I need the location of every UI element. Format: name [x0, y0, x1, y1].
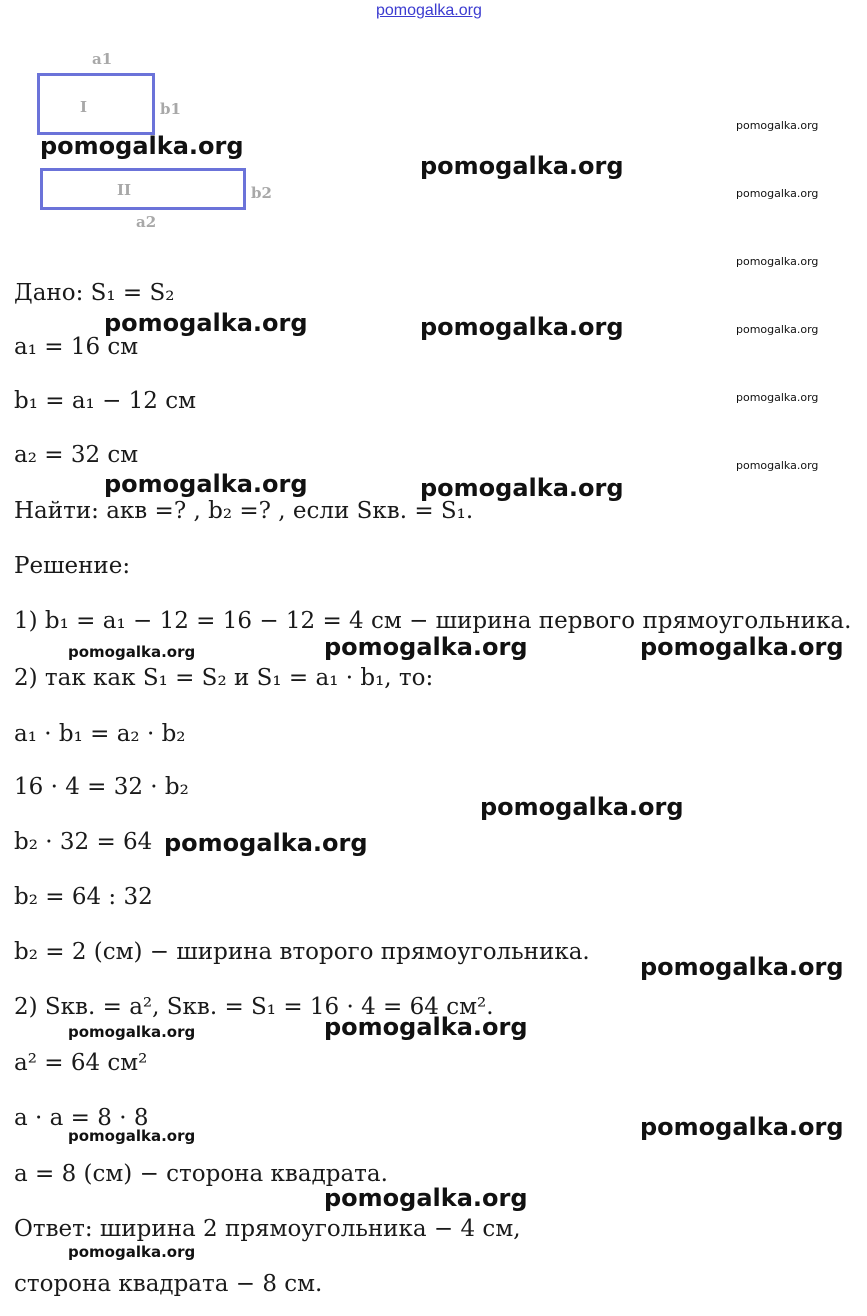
- watermark: pomogalka.org: [736, 391, 819, 404]
- equation-7: a · a = 8 · 8: [14, 1105, 149, 1131]
- watermark: pomogalka.org: [640, 953, 844, 981]
- step-3: 2) Sкв. = a², Sкв. = S₁ = 16 · 4 = 64 см².: [14, 994, 494, 1020]
- rect1-side-label: b1: [160, 100, 181, 118]
- watermark: pomogalka.org: [68, 1243, 196, 1261]
- watermark: pomogalka.org: [68, 1127, 196, 1145]
- watermark: pomogalka.org: [104, 470, 308, 498]
- rect1-top-label: a1: [92, 50, 113, 68]
- watermark: pomogalka.org: [68, 1023, 196, 1041]
- step-2: 2) так как S₁ = S₂ и S₁ = a₁ · b₁, то:: [14, 665, 434, 691]
- given-a1: a₁ = 16 см: [14, 334, 139, 360]
- watermark: pomogalka.org: [736, 323, 819, 336]
- answer-line-2: сторона квадрата − 8 см.: [14, 1271, 323, 1297]
- equation-8: a = 8 (см) − сторона квадрата.: [14, 1161, 388, 1187]
- watermark: pomogalka.org: [480, 793, 684, 821]
- equation-6: a² = 64 см²: [14, 1050, 148, 1076]
- rect2-inside-label: II: [117, 181, 132, 199]
- rect1-inside-label: I: [80, 98, 88, 116]
- equation-4: b₂ = 64 : 32: [14, 884, 153, 910]
- watermark: pomogalka.org: [420, 152, 624, 180]
- given-b1: b₁ = a₁ − 12 см: [14, 388, 197, 414]
- watermark: pomogalka.org: [736, 119, 819, 132]
- watermark: pomogalka.org: [164, 829, 368, 857]
- watermark: pomogalka.org: [736, 255, 819, 268]
- watermark: pomogalka.org: [736, 459, 819, 472]
- watermark: pomogalka.org: [40, 132, 244, 160]
- find-line: Найти: aкв =? , b₂ =? , если Sкв. = S₁.: [14, 498, 474, 524]
- solution-heading: Решение:: [14, 553, 131, 579]
- watermark: pomogalka.org: [420, 474, 624, 502]
- rect2-side-label: b2: [251, 184, 272, 202]
- watermark: pomogalka.org: [324, 1184, 528, 1212]
- watermark: pomogalka.org: [640, 1113, 844, 1141]
- rectangle-two: [40, 168, 246, 210]
- equation-2: 16 · 4 = 32 · b₂: [14, 774, 189, 800]
- equation-5: b₂ = 2 (см) − ширина второго прямоугольника.: [14, 939, 590, 965]
- watermark: pomogalka.org: [420, 313, 624, 341]
- given-a2: a₂ = 32 см: [14, 442, 139, 468]
- equation-1: a₁ · b₁ = a₂ · b₂: [14, 721, 186, 747]
- watermark: pomogalka.org: [640, 633, 844, 661]
- step-1: 1) b₁ = a₁ − 12 = 16 − 12 = 4 см − ширина первого прямоугольника.: [14, 608, 852, 634]
- header-link[interactable]: pomogalka.org: [376, 2, 482, 19]
- watermark: pomogalka.org: [324, 633, 528, 661]
- given-line: Дано: S₁ = S₂: [14, 280, 175, 306]
- answer-line-1: Ответ: ширина 2 прямоугольника − 4 см,: [14, 1216, 521, 1242]
- watermark: pomogalka.org: [736, 187, 819, 200]
- watermark: pomogalka.org: [324, 1013, 528, 1041]
- rectangle-one: [37, 73, 155, 135]
- equation-3: b₂ · 32 = 64: [14, 829, 153, 855]
- watermark: pomogalka.org: [68, 643, 196, 661]
- watermark: pomogalka.org: [104, 309, 308, 337]
- rect2-bottom-label: a2: [136, 213, 157, 231]
